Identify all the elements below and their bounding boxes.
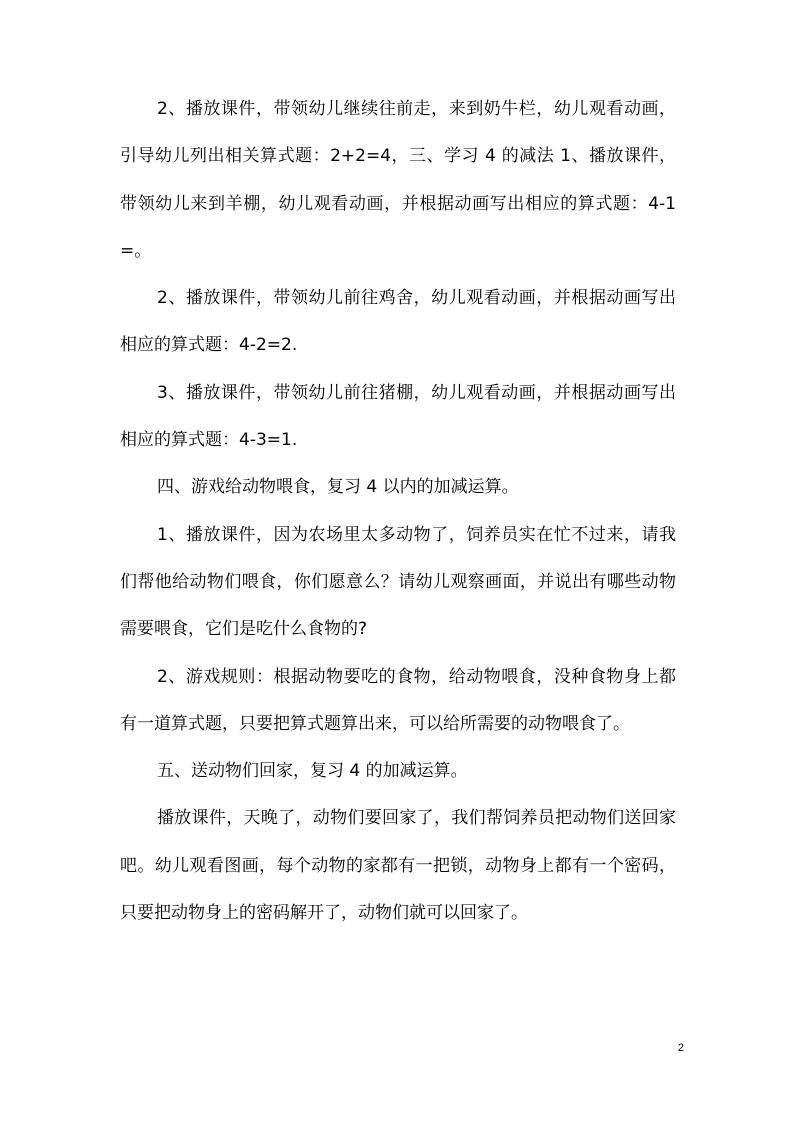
paragraph-feeding-rules: 2、游戏规则：根据动物要吃的食物，给动物喂食，没种食物身上都有一道算式题，只要把算式题算出来，可以给所需要的动物喂食了。 bbox=[120, 666, 676, 734]
paragraph-going-home: 播放课件，天晚了，动物们要回家了，我们帮饲养员把动物们送回家吧。幼儿观看图画，每个动物的家都有一把锁，动物身上都有一个密码，只要把动物身上的密码解开了，动物们就可以回家了。 bbox=[120, 808, 676, 924]
page-number: 2 bbox=[677, 1042, 684, 1054]
paragraph-course-step-3-pig: 3、播放课件，带领幼儿前往猪棚，幼儿观看动画，并根据动画写出相应的算式题：4-3=1. bbox=[120, 382, 676, 451]
paragraph-section-4-heading: 四、游戏给动物喂食，复习 4 以内的加减运算。 bbox=[157, 477, 519, 498]
paragraph-feeding-step-1: 1、播放课件，因为农场里太多动物了，饲养员实在忙不过来，请我们帮他给动物们喂食，你们愿意么？请幼儿观察画面，并说出有哪些动物需要喂食，它们是吃什么食物的? bbox=[120, 524, 676, 640]
document-body bbox=[120, 86, 676, 937]
paragraph-course-step-2-cow: 2、播放课件，带领幼儿继续往前走，来到奶牛栏，幼儿观看动画，引导幼儿列出相关算式题：2+2=4，三、学习 4 的减法 1、播放课件，带领幼儿来到羊棚，幼儿观看动画，并根据动画写出相应的算式题：4-1=。 bbox=[120, 99, 676, 261]
paragraph-section-5-heading: 五、送动物们回家，复习 4 的加减运算。 bbox=[157, 761, 468, 782]
paragraph-course-step-2-chicken: 2、播放课件，带领幼儿前往鸡舍，幼儿观看动画，并根据动画写出相应的算式题：4-2=2. bbox=[120, 288, 676, 356]
